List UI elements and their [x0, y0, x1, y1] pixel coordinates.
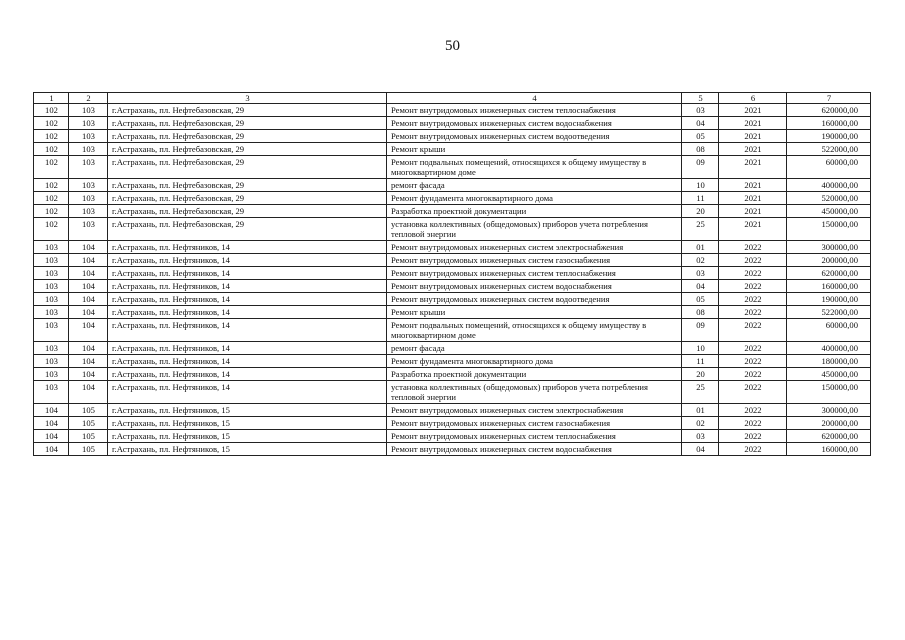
object-number-cell: 102 — [34, 218, 69, 241]
work-code-cell: 25 — [682, 381, 719, 404]
table-row — [34, 254, 871, 267]
header-cell-1: 1 — [34, 93, 69, 104]
table-row — [34, 430, 871, 443]
object-number-cell: 103 — [34, 254, 69, 267]
cost-cell: 160000,00 — [787, 443, 871, 456]
work-code-cell: 04 — [682, 117, 719, 130]
object-number-cell: 103 — [34, 319, 69, 342]
object-number-cell: 103 — [34, 241, 69, 254]
table-row — [34, 117, 871, 130]
work-code-cell: 25 — [682, 218, 719, 241]
address-cell: г.Астрахань, пл. Нефтебазовская, 29 — [108, 218, 387, 241]
program-number-cell: 103 — [69, 205, 108, 218]
cost-cell: 60000,00 — [787, 156, 871, 179]
cost-cell: 300000,00 — [787, 241, 871, 254]
object-number-cell: 102 — [34, 130, 69, 143]
address-cell: г.Астрахань, пл. Нефтяников, 14 — [108, 280, 387, 293]
year-cell: 2022 — [719, 368, 787, 381]
program-number-cell: 104 — [69, 319, 108, 342]
program-number-cell: 103 — [69, 130, 108, 143]
work-type-cell: Разработка проектной документации — [387, 205, 682, 218]
table-row — [34, 241, 871, 254]
work-type-cell: ремонт фасада — [387, 342, 682, 355]
program-number-cell: 103 — [69, 104, 108, 117]
program-number-cell: 104 — [69, 342, 108, 355]
work-type-cell: Ремонт внутридомовых инженерных систем газоснабжения — [387, 417, 682, 430]
object-number-cell: 103 — [34, 306, 69, 319]
program-number-cell: 104 — [69, 306, 108, 319]
year-cell: 2021 — [719, 143, 787, 156]
header-cell-2: 2 — [69, 93, 108, 104]
work-code-cell: 20 — [682, 368, 719, 381]
work-code-cell: 04 — [682, 280, 719, 293]
object-number-cell: 102 — [34, 192, 69, 205]
work-type-cell: Ремонт внутридомовых инженерных систем водоотведения — [387, 293, 682, 306]
work-code-cell: 20 — [682, 205, 719, 218]
work-type-cell: Ремонт подвальных помещений, относящихся к общему имуществу в многоквартирном доме — [387, 156, 682, 179]
repair-schedule-table — [33, 92, 871, 456]
table-row — [34, 319, 871, 342]
object-number-cell: 103 — [34, 267, 69, 280]
table-row — [34, 417, 871, 430]
year-cell: 2022 — [719, 443, 787, 456]
cost-cell: 620000,00 — [787, 104, 871, 117]
work-code-cell: 09 — [682, 319, 719, 342]
cost-cell: 620000,00 — [787, 430, 871, 443]
work-type-cell: Разработка проектной документации — [387, 368, 682, 381]
cost-cell: 522000,00 — [787, 143, 871, 156]
object-number-cell: 102 — [34, 117, 69, 130]
table-row — [34, 104, 871, 117]
table-row — [34, 192, 871, 205]
address-cell: г.Астрахань, пл. Нефтебазовская, 29 — [108, 143, 387, 156]
object-number-cell: 102 — [34, 205, 69, 218]
object-number-cell: 103 — [34, 381, 69, 404]
program-number-cell: 103 — [69, 117, 108, 130]
cost-cell: 150000,00 — [787, 381, 871, 404]
year-cell: 2022 — [719, 306, 787, 319]
table-row — [34, 306, 871, 319]
address-cell: г.Астрахань, пл. Нефтяников, 14 — [108, 306, 387, 319]
year-cell: 2022 — [719, 280, 787, 293]
table-row — [34, 404, 871, 417]
work-type-cell: установка коллективных (общедомовых) приборов учета потребления тепловой энергии — [387, 381, 682, 404]
year-cell: 2021 — [719, 192, 787, 205]
cost-cell: 400000,00 — [787, 179, 871, 192]
program-number-cell: 103 — [69, 192, 108, 205]
program-number-cell: 104 — [69, 254, 108, 267]
cost-cell: 620000,00 — [787, 267, 871, 280]
header-cell-5: 5 — [682, 93, 719, 104]
work-code-cell: 01 — [682, 241, 719, 254]
cost-cell: 450000,00 — [787, 368, 871, 381]
year-cell: 2022 — [719, 430, 787, 443]
program-number-cell: 104 — [69, 355, 108, 368]
program-number-cell: 105 — [69, 417, 108, 430]
cost-cell: 160000,00 — [787, 117, 871, 130]
work-type-cell: Ремонт внутридомовых инженерных систем теплоснабжения — [387, 267, 682, 280]
address-cell: г.Астрахань, пл. Нефтяников, 14 — [108, 241, 387, 254]
address-cell: г.Астрахань, пл. Нефтяников, 15 — [108, 443, 387, 456]
work-code-cell: 11 — [682, 192, 719, 205]
cost-cell: 60000,00 — [787, 319, 871, 342]
table-row — [34, 355, 871, 368]
year-cell: 2022 — [719, 293, 787, 306]
work-code-cell: 08 — [682, 143, 719, 156]
work-type-cell: Ремонт внутридомовых инженерных систем теплоснабжения — [387, 430, 682, 443]
table-row — [34, 205, 871, 218]
address-cell: г.Астрахань, пл. Нефтяников, 14 — [108, 355, 387, 368]
cost-cell: 522000,00 — [787, 306, 871, 319]
work-type-cell: Ремонт внутридомовых инженерных систем водоснабжения — [387, 117, 682, 130]
object-number-cell: 103 — [34, 368, 69, 381]
work-type-cell: Ремонт внутридомовых инженерных систем электроснабжения — [387, 404, 682, 417]
table-row — [34, 218, 871, 241]
table-header-row — [34, 93, 871, 104]
header-cell-3: 3 — [108, 93, 387, 104]
year-cell: 2021 — [719, 156, 787, 179]
program-number-cell: 104 — [69, 381, 108, 404]
table-row — [34, 130, 871, 143]
program-number-cell: 103 — [69, 218, 108, 241]
year-cell: 2021 — [719, 130, 787, 143]
object-number-cell: 102 — [34, 156, 69, 179]
address-cell: г.Астрахань, пл. Нефтяников, 14 — [108, 368, 387, 381]
year-cell: 2022 — [719, 267, 787, 280]
cost-cell: 180000,00 — [787, 355, 871, 368]
work-type-cell: Ремонт крыши — [387, 306, 682, 319]
table-row — [34, 143, 871, 156]
program-number-cell: 104 — [69, 293, 108, 306]
address-cell: г.Астрахань, пл. Нефтяников, 14 — [108, 342, 387, 355]
year-cell: 2021 — [719, 218, 787, 241]
object-number-cell: 103 — [34, 355, 69, 368]
work-type-cell: установка коллективных (общедомовых) приборов учета потребления тепловой энергии — [387, 218, 682, 241]
address-cell: г.Астрахань, пл. Нефтебазовская, 29 — [108, 156, 387, 179]
program-number-cell: 104 — [69, 241, 108, 254]
table-row — [34, 179, 871, 192]
year-cell: 2022 — [719, 355, 787, 368]
cost-cell: 200000,00 — [787, 417, 871, 430]
address-cell: г.Астрахань, пл. Нефтяников, 14 — [108, 254, 387, 267]
object-number-cell: 103 — [34, 293, 69, 306]
work-type-cell: Ремонт подвальных помещений, относящихся к общему имуществу в многоквартирном доме — [387, 319, 682, 342]
table-row — [34, 368, 871, 381]
work-code-cell: 02 — [682, 254, 719, 267]
cost-cell: 150000,00 — [787, 218, 871, 241]
work-code-cell: 01 — [682, 404, 719, 417]
address-cell: г.Астрахань, пл. Нефтяников, 14 — [108, 381, 387, 404]
work-type-cell: Ремонт крыши — [387, 143, 682, 156]
work-code-cell: 10 — [682, 342, 719, 355]
work-type-cell: Ремонт фундамента многоквартирного дома — [387, 355, 682, 368]
cost-cell: 190000,00 — [787, 293, 871, 306]
year-cell: 2022 — [719, 404, 787, 417]
address-cell: г.Астрахань, пл. Нефтебазовская, 29 — [108, 117, 387, 130]
program-number-cell: 105 — [69, 430, 108, 443]
address-cell: г.Астрахань, пл. Нефтебазовская, 29 — [108, 179, 387, 192]
address-cell: г.Астрахань, пл. Нефтебазовская, 29 — [108, 130, 387, 143]
work-code-cell: 09 — [682, 156, 719, 179]
object-number-cell: 102 — [34, 143, 69, 156]
cost-cell: 400000,00 — [787, 342, 871, 355]
table-row — [34, 293, 871, 306]
object-number-cell: 104 — [34, 443, 69, 456]
program-number-cell: 104 — [69, 280, 108, 293]
work-code-cell: 03 — [682, 104, 719, 117]
table-row — [34, 381, 871, 404]
address-cell: г.Астрахань, пл. Нефтебазовская, 29 — [108, 205, 387, 218]
work-type-cell: Ремонт внутридомовых инженерных систем водоотведения — [387, 130, 682, 143]
program-number-cell: 104 — [69, 267, 108, 280]
work-code-cell: 05 — [682, 293, 719, 306]
work-code-cell: 05 — [682, 130, 719, 143]
address-cell: г.Астрахань, пл. Нефтяников, 14 — [108, 267, 387, 280]
year-cell: 2022 — [719, 417, 787, 430]
work-code-cell: 02 — [682, 417, 719, 430]
work-type-cell: Ремонт внутридомовых инженерных систем водоснабжения — [387, 443, 682, 456]
cost-cell: 160000,00 — [787, 280, 871, 293]
object-number-cell: 104 — [34, 430, 69, 443]
program-number-cell: 103 — [69, 156, 108, 179]
year-cell: 2021 — [719, 179, 787, 192]
year-cell: 2021 — [719, 117, 787, 130]
work-type-cell: Ремонт внутридомовых инженерных систем теплоснабжения — [387, 104, 682, 117]
work-code-cell: 08 — [682, 306, 719, 319]
program-number-cell: 103 — [69, 179, 108, 192]
program-number-cell: 103 — [69, 143, 108, 156]
table-row — [34, 156, 871, 179]
header-cell-7: 7 — [787, 93, 871, 104]
address-cell: г.Астрахань, пл. Нефтяников, 15 — [108, 430, 387, 443]
table-row — [34, 443, 871, 456]
table-row — [34, 267, 871, 280]
work-code-cell: 11 — [682, 355, 719, 368]
cost-cell: 300000,00 — [787, 404, 871, 417]
work-code-cell: 03 — [682, 430, 719, 443]
cost-cell: 190000,00 — [787, 130, 871, 143]
object-number-cell: 103 — [34, 342, 69, 355]
address-cell: г.Астрахань, пл. Нефтебазовская, 29 — [108, 104, 387, 117]
cost-cell: 450000,00 — [787, 205, 871, 218]
work-type-cell: ремонт фасада — [387, 179, 682, 192]
year-cell: 2021 — [719, 104, 787, 117]
address-cell: г.Астрахань, пл. Нефтяников, 15 — [108, 404, 387, 417]
year-cell: 2022 — [719, 319, 787, 342]
object-number-cell: 102 — [34, 179, 69, 192]
work-type-cell: Ремонт внутридомовых инженерных систем газоснабжения — [387, 254, 682, 267]
object-number-cell: 103 — [34, 280, 69, 293]
header-cell-4: 4 — [387, 93, 682, 104]
address-cell: г.Астрахань, пл. Нефтяников, 15 — [108, 417, 387, 430]
address-cell: г.Астрахань, пл. Нефтяников, 14 — [108, 319, 387, 342]
cost-cell: 520000,00 — [787, 192, 871, 205]
address-cell: г.Астрахань, пл. Нефтебазовская, 29 — [108, 192, 387, 205]
work-code-cell: 04 — [682, 443, 719, 456]
table-row — [34, 342, 871, 355]
work-type-cell: Ремонт фундамента многоквартирного дома — [387, 192, 682, 205]
program-number-cell: 105 — [69, 404, 108, 417]
page-number: 50 — [445, 38, 460, 54]
header-cell-6: 6 — [719, 93, 787, 104]
year-cell: 2022 — [719, 342, 787, 355]
year-cell: 2022 — [719, 241, 787, 254]
program-number-cell: 105 — [69, 443, 108, 456]
address-cell: г.Астрахань, пл. Нефтяников, 14 — [108, 293, 387, 306]
cost-cell: 200000,00 — [787, 254, 871, 267]
object-number-cell: 104 — [34, 404, 69, 417]
table-row — [34, 280, 871, 293]
year-cell: 2022 — [719, 254, 787, 267]
work-code-cell: 03 — [682, 267, 719, 280]
work-type-cell: Ремонт внутридомовых инженерных систем водоснабжения — [387, 280, 682, 293]
work-type-cell: Ремонт внутридомовых инженерных систем электроснабжения — [387, 241, 682, 254]
object-number-cell: 102 — [34, 104, 69, 117]
work-code-cell: 10 — [682, 179, 719, 192]
program-number-cell: 104 — [69, 368, 108, 381]
object-number-cell: 104 — [34, 417, 69, 430]
year-cell: 2022 — [719, 381, 787, 404]
year-cell: 2021 — [719, 205, 787, 218]
